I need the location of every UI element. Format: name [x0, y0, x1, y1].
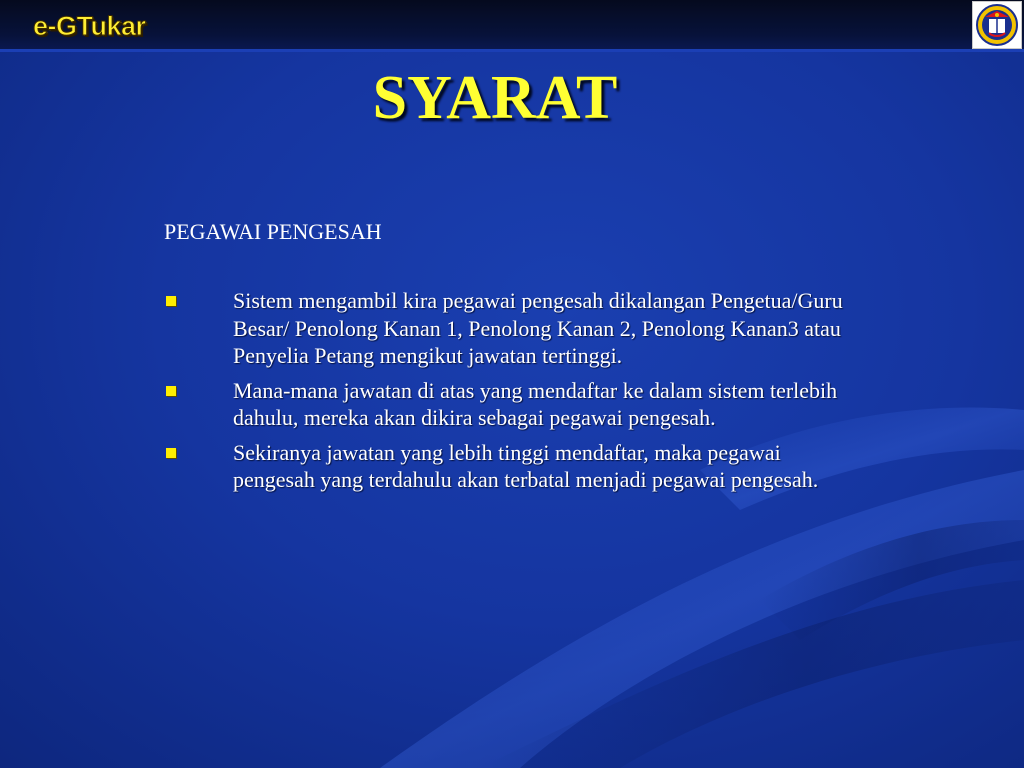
- bullet-item: [162, 287, 862, 370]
- bullet-text: Sistem mengambil kira pegawai pengesah dikalangan Pengetua/Guru Besar/ Penolong Kanan 1, Penolong Kanan 2, Penolong Kanan3 atau Penyelia Petang mengikut jawatan tertinggi.: [233, 288, 843, 368]
- bullet-text: Sekiranya jawatan yang lebih tinggi mendaftar, maka pegawai pengesah yang terdahulu akan terbatal menjadi pegawai pengesah.: [233, 439, 819, 492]
- slide-title: SYARAT: [372, 64, 618, 132]
- square-bullet-icon: [166, 448, 176, 458]
- malaysia-education-crest-icon: [975, 3, 1019, 47]
- square-bullet-icon: [166, 296, 176, 306]
- section-heading: PEGAWAI PENGESAH: [164, 219, 382, 244]
- bullet-text: Mana-mana jawatan di atas yang mendaftar ke dalam sistem terlebih dahulu, mereka akan dikira sebagai pegawai pengesah.: [233, 377, 838, 430]
- crest-logo: [972, 1, 1022, 49]
- header-bar: [0, 0, 1024, 50]
- bullet-item: [162, 439, 862, 494]
- bullet-item: [162, 377, 862, 432]
- app-logo: e-GTukar: [33, 11, 146, 41]
- square-bullet-icon: [166, 386, 176, 396]
- bullet-list: [162, 287, 862, 501]
- header-divider: [0, 49, 1024, 52]
